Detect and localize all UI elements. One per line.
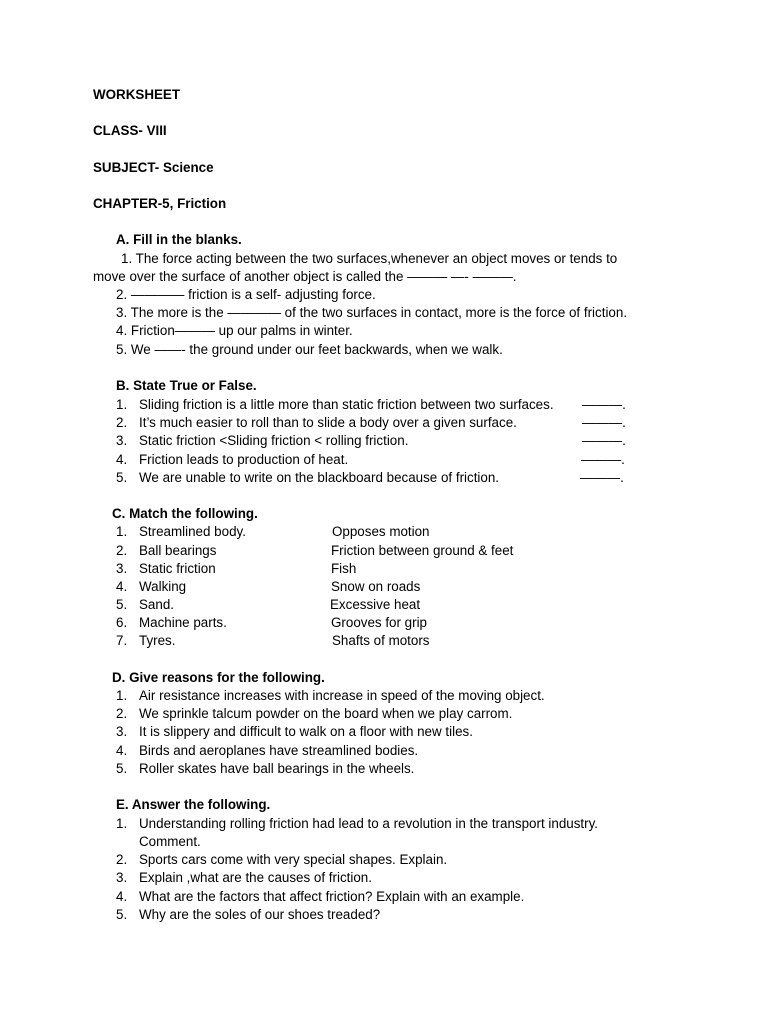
tf-number: 1. — [116, 397, 128, 412]
answer-item: Sports cars come with very special shapes. Explain. — [139, 852, 448, 867]
section-d-title: D. Give reasons for the following. — [112, 670, 325, 685]
class-label: CLASS- VIII — [93, 123, 167, 138]
answer-number: 5. — [116, 907, 128, 922]
answer-number: 4. — [116, 889, 128, 904]
tf-blank: ———. — [582, 415, 626, 430]
match-number: 1. — [116, 524, 128, 539]
match-right-item: Friction between ground & feet — [331, 543, 514, 558]
match-left-item: Sand. — [139, 597, 174, 612]
answer-item: Explain ,what are the causes of friction. — [139, 870, 372, 885]
reason-item: Air resistance increases with increase in speed of the moving object. — [139, 688, 545, 703]
match-left-item: Static friction — [139, 561, 216, 576]
fill-blank-q1-line2: move over the surface of another object is called the ——— —- ———. — [93, 269, 517, 284]
match-number: 2. — [116, 543, 128, 558]
fill-blank-q5: 5. We ——- the ground under our feet backwards, when we walk. — [116, 342, 503, 357]
tf-statement: Sliding friction is a little more than static friction between two surfaces. — [139, 397, 554, 412]
reason-number: 1. — [116, 688, 128, 703]
match-right-item: Shafts of motors — [332, 633, 430, 648]
tf-blank: ———. — [581, 452, 625, 467]
match-left-item: Ball bearings — [139, 543, 217, 558]
reason-item: Birds and aeroplanes have streamlined bodies. — [139, 743, 419, 758]
match-left-item: Streamlined body. — [139, 524, 246, 539]
answer-number: 3. — [116, 870, 128, 885]
chapter-label: CHAPTER-5, Friction — [93, 196, 227, 211]
answer-q1-line1: Understanding rolling friction had lead to a revolution in the transport industry. — [139, 816, 599, 831]
match-right-item: Grooves for grip — [331, 615, 428, 630]
match-number: 3. — [116, 561, 128, 576]
answer-q1-line2: Comment. — [139, 834, 201, 849]
section-b-title: B. State True or False. — [116, 378, 257, 393]
reason-item: We sprinkle talcum powder on the board when we play carrom. — [139, 706, 513, 721]
section-c-title: C. Match the following. — [112, 506, 258, 521]
section-a-title: A. Fill in the blanks. — [116, 232, 242, 247]
subject-label: SUBJECT- Science — [93, 160, 214, 175]
match-left-item: Walking — [139, 579, 187, 594]
worksheet-title: WORKSHEET — [93, 87, 181, 102]
tf-number: 4. — [116, 452, 128, 467]
tf-number: 3. — [116, 433, 128, 448]
reason-number: 4. — [116, 743, 128, 758]
match-number: 7. — [116, 633, 128, 648]
tf-blank: ———. — [582, 433, 626, 448]
match-left-item: Tyres. — [139, 633, 176, 648]
reason-number: 2. — [116, 706, 128, 721]
tf-blank: ———. — [580, 470, 624, 485]
tf-statement: Friction leads to production of heat. — [139, 452, 349, 467]
answer-item: What are the factors that affect friction? Explain with an example. — [139, 889, 525, 904]
reason-number: 5. — [116, 761, 128, 776]
reason-item: Roller skates have ball bearings in the wheels. — [139, 761, 415, 776]
answer-number: 2. — [116, 852, 128, 867]
fill-blank-q1-line1: 1. The force acting between the two surfaces,whenever an object moves or tends to — [121, 251, 618, 266]
answer-number: 1. — [116, 816, 128, 831]
match-right-item: Fish — [331, 561, 357, 576]
match-number: 4. — [116, 579, 128, 594]
fill-blank-q4: 4. Friction——— up our palms in winter. — [116, 323, 353, 338]
tf-statement: We are unable to write on the blackboard because of friction. — [139, 470, 500, 485]
match-right-item: Excessive heat — [330, 597, 421, 612]
tf-statement: Static friction <Sliding friction < rolling friction. — [139, 433, 409, 448]
match-number: 5. — [116, 597, 128, 612]
fill-blank-q2: 2. ———— friction is a self- adjusting force. — [116, 287, 376, 302]
section-e-title: E. Answer the following. — [116, 797, 271, 812]
match-right-item: Snow on roads — [331, 579, 421, 594]
tf-number: 2. — [116, 415, 128, 430]
tf-blank: ———. — [582, 397, 626, 412]
reason-item: It is slippery and difficult to walk on a floor with new tiles. — [139, 724, 473, 739]
match-left-item: Machine parts. — [139, 615, 227, 630]
tf-statement: It’s much easier to roll than to slide a body over a given surface. — [139, 415, 517, 430]
fill-blank-q3: 3. The more is the ———— of the two surfaces in contact, more is the force of friction. — [116, 305, 628, 320]
reason-number: 3. — [116, 724, 128, 739]
match-right-item: Opposes motion — [332, 524, 430, 539]
answer-item: Why are the soles of our shoes treaded? — [139, 907, 381, 922]
tf-number: 5. — [116, 470, 128, 485]
match-number: 6. — [116, 615, 128, 630]
